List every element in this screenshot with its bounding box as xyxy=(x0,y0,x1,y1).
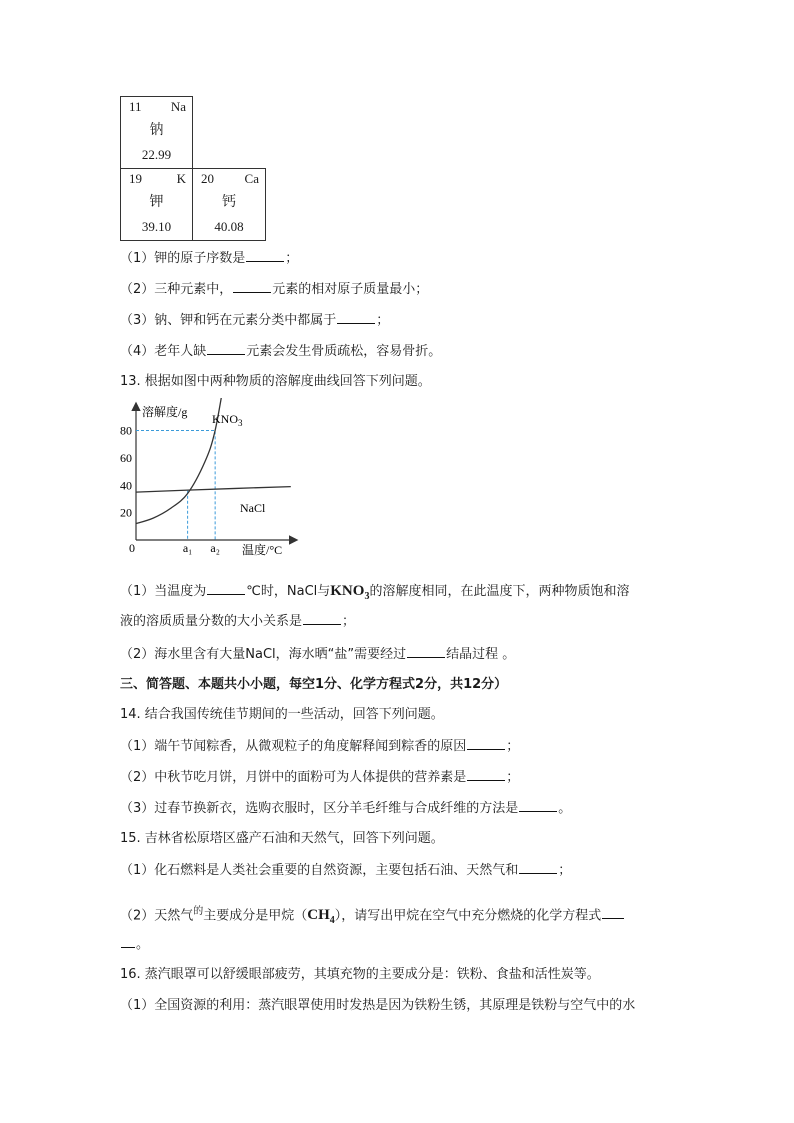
q14-stem: 14. 结合我国传统佳节期间的一些活动，回答下列问题。 xyxy=(120,707,444,722)
x-axis-label: 温度/°C xyxy=(242,543,283,557)
answer-blank[interactable] xyxy=(246,249,284,262)
element-symbol: K xyxy=(176,171,186,186)
q14-part3: （3）过春节换新衣，选购衣服时，区分羊毛纤维与合成纤维的方法是 。 xyxy=(120,801,572,816)
nacl-label: NaCl xyxy=(240,501,266,515)
element-cell-ca xyxy=(192,168,266,241)
y-tick-label: 60 xyxy=(120,450,132,465)
answer-blank[interactable] xyxy=(121,935,135,948)
element-name: 钾 xyxy=(149,194,164,210)
q14-part1: （1）端午节闻粽香，从微观粒子的角度解释闻到粽香的原因 ； xyxy=(120,739,520,754)
answer-blank[interactable] xyxy=(467,768,505,781)
answer-blank[interactable] xyxy=(207,342,245,355)
q16-stem: 16. 蒸汽眼罩可以舒缓眼部疲劳，其填充物的主要成分是：铁粉、食盐和活性炭等。 xyxy=(120,967,600,982)
answer-blank[interactable] xyxy=(337,311,375,324)
answer-blank[interactable] xyxy=(519,799,557,812)
x-tick-label: a₂ xyxy=(210,541,220,555)
y-tick-label: 80 xyxy=(120,423,132,438)
q13-part1-line1: （1）当温度为 ℃时，NaCl与$KNO_3$的溶解度相同，在此温度下，两种物质饱和溶 xyxy=(120,583,630,602)
q13-stem: 13. 根据如图中两种物质的溶解度曲线回答下列问题。 xyxy=(120,374,431,389)
element-name: 钙 xyxy=(222,194,236,210)
kno3-formula: $KNO_3$ xyxy=(330,583,370,602)
answer-blank[interactable] xyxy=(233,280,271,293)
ch4-formula: $CH_4$ xyxy=(307,907,335,927)
solubility-chart xyxy=(110,398,310,560)
atomic-number: 19 xyxy=(129,171,142,186)
periodic-table-fragment xyxy=(120,96,266,241)
x-tick-label: a₁ xyxy=(182,541,193,555)
atomic-mass: 22.99 xyxy=(141,147,172,162)
y-tick-label: 20 xyxy=(120,505,132,520)
element-cell-k xyxy=(120,168,193,241)
element-name: 钠 xyxy=(149,122,164,138)
q12-part1: （1）钾的原子序数是 ； xyxy=(120,251,299,266)
section-heading: 三、简答题、本题共小小题，每空1分、化学方程式2分，共12分） xyxy=(120,677,508,692)
y-tick-label: 40 xyxy=(120,478,132,493)
y-axis-label: 溶解度/g xyxy=(142,405,188,419)
answer-blank[interactable] xyxy=(602,906,624,919)
q13-part2: （2）海水里含有大量NaCl，海水晒“盐”需要经过 结晶过程 。 xyxy=(120,647,516,662)
answer-blank[interactable] xyxy=(303,612,341,625)
q12-part3: （3）钠、钾和钙在元素分类中都属于 ； xyxy=(120,313,390,328)
q16-part1: （1）全国资源的利用：蒸汽眼罩使用时发热是因为铁粉生锈，其原理是铁粉与空气中的水 xyxy=(120,998,636,1013)
q15-part2-line1: （2）天然气$^的$主要成分是甲烷$(CH_4)$，请写出甲烷在空气中充分燃烧的化学方程式 xyxy=(120,903,625,930)
q15-part1: （1）化石燃料是人类社会重要的自然资源，主要包括石油、天然气和 ； xyxy=(120,863,572,878)
kno3-label: $KNO_3$ xyxy=(212,412,243,428)
origin-label: 0 xyxy=(129,541,135,555)
element-symbol: Na xyxy=(170,99,186,114)
q12-part4: （4）老年人缺 元素会发生骨质疏松，容易骨折。 xyxy=(120,344,442,359)
answer-blank[interactable] xyxy=(207,582,245,595)
atomic-mass: 40.08 xyxy=(214,219,244,234)
nacl-curve xyxy=(136,487,291,493)
answer-blank[interactable] xyxy=(467,737,505,750)
q14-part2: （2）中秋节吃月饼，月饼中的面粉可为人体提供的营养素是 ； xyxy=(120,770,520,785)
q15-part2-line2: 。 xyxy=(120,935,149,954)
element-symbol: Ca xyxy=(244,171,259,186)
answer-blank[interactable] xyxy=(519,861,557,874)
element-cell-na xyxy=(120,96,193,169)
guide-line-a2 xyxy=(136,431,215,540)
atomic-number: 20 xyxy=(201,171,214,186)
q12-part2: （2）三种元素中， 元素的相对原子质量最小； xyxy=(120,282,429,297)
atomic-number: 11 xyxy=(129,99,142,114)
q13-part1-line2: 液的溶质质量分数的大小关系是 ； xyxy=(120,614,356,629)
answer-blank[interactable] xyxy=(407,645,445,658)
q15-stem: 15. 吉林省松原塔区盛产石油和天然气，回答下列问题。 xyxy=(120,831,444,846)
atomic-mass: 39.10 xyxy=(141,219,172,234)
